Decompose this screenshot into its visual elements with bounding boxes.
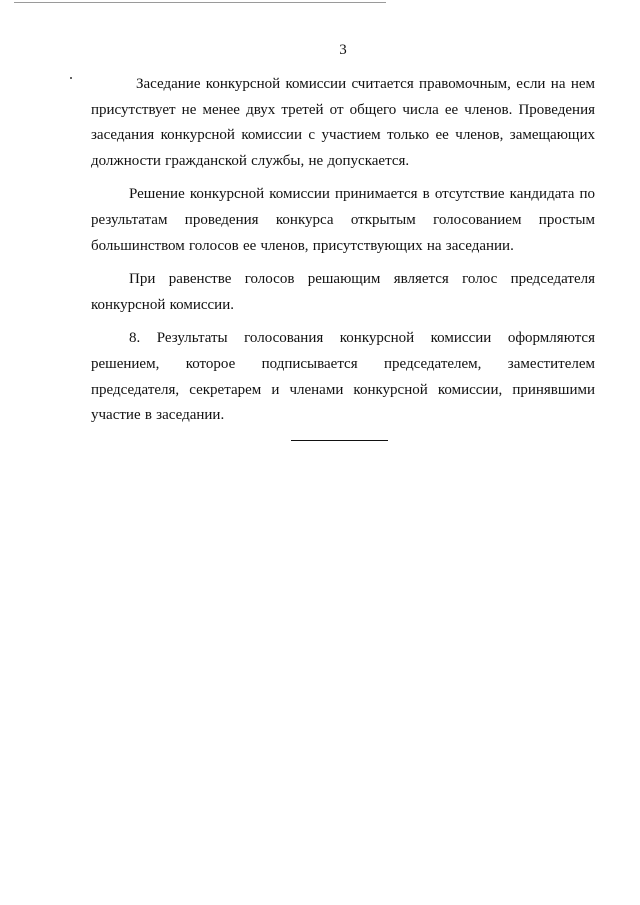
top-edge-line xyxy=(14,2,386,3)
paragraph-decision: Решение конкурсной комиссии принимается в отсутствие кандидата по результатам проведения конкурса открытым голосованием простым большинством голосов ее членов, присутствующих на заседании. xyxy=(91,186,595,254)
page-number: 3 xyxy=(339,42,347,58)
closing-rule xyxy=(291,440,388,441)
paragraph-voting-results: 8. Результаты голосования конкурсной комиссии оформляются решением, которое подписывается председателем, заместителем председателя, секретарем и членами конкурсной комиссии, принявшими участие в заседании. xyxy=(91,330,595,424)
scan-speck xyxy=(70,77,72,79)
paragraph-tie-vote: При равенстве голосов решающим является голос председателя конкурсной комиссии. xyxy=(91,271,595,313)
body-text xyxy=(91,72,595,437)
paragraph-quorum: Заседание конкурсной комиссии считается правомочным, если на нем присутствует не менее двух третей от общего числа ее членов. Проведения заседания конкурсной комиссии с участием только ее членов, замещающих должности гражданской службы, не допускается. xyxy=(91,76,595,169)
